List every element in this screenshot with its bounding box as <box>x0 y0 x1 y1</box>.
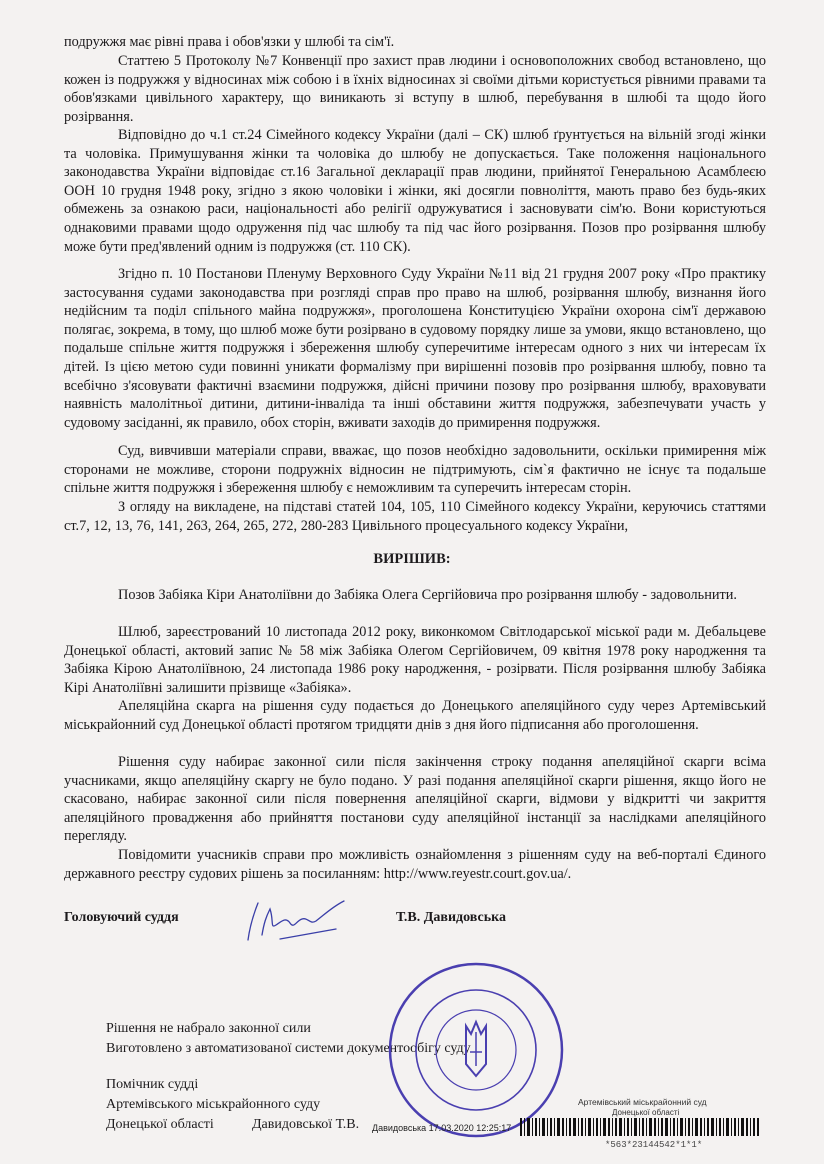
paragraph-intro: подружжя має рівні права і обов'язки у шлюбі та сім'ї. <box>64 34 395 50</box>
assistant-region: Донецької області <box>106 1117 214 1132</box>
paragraph-plenum: Згідно п. 10 Постанови Пленуму Верховного Суду України №11 від 21 грудня 2007 року «Про практику застосування судами законодавства при розгляді справ про право на шлюб, розірвання шлюбу, визнання його недійсним та поділ спільного майна подружжя», проголошена Конституцією України охорона сім'ї державою полягає, зокрема, в тому, що шлюб може бути розірвано в судовому порядку лише за умови, якщо встановлено, що подальше спільне життя подружжя і збереження шлюбу суперечитиме інтересам одного з них чи інтересам їх дітей. Із цією метою суди повинні уникати формалізму при вирішенні позовів про розірвання шлюбу, повно та всебічно з'ясовувати фактичні взаємини подружжя, дійсні причини позову про розірвання шлюбу, враховувати наявність малолітньої дитини, дитини-інваліда та інші обставини життя подружжя, забезпечувати участь у судовому засіданні, як правило, обох сторін, вживати заходів до примирення подружжя. <box>64 266 766 431</box>
presiding-judge-label: Головуючий суддя <box>64 910 179 925</box>
presiding-judge-name: Т.В. Давидовська <box>396 910 506 925</box>
document-barcode <box>520 1118 760 1136</box>
footer-court-region: Донецької області <box>612 1108 680 1117</box>
judge-signature <box>240 895 350 950</box>
footer-court-name: Артемівський міськрайонний суд <box>578 1097 707 1107</box>
paragraph-article24: Відповідно до ч.1 ст.24 Сімейного кодексу України (далі – СК) шлюб ґрунтується на вільній згоді жінки та чоловіка. Примушування жінки та чоловіка до шлюбу не допускається. Таке положення національного законодавства України відповідає ст.16 Загальної декларації прав людини, прийнятої Генеральною Асамблеєю ООН 10 грудня 1948 року, згідно з якою чоловіки і жінки, які досягли повноліття, мають право без будь-яких обмежень за ознакою раси, національності або релігії одружуватися і засновувати сім'ю. Вони користуються однаковими правами щодо одруження під час шлюбу та під час його розірвання. Позов про розірвання шлюбу може бути пред'явлений одним із подружжя (ст. 110 СК). <box>64 127 766 255</box>
assistant-name: Давидовської Т.В. <box>252 1117 360 1132</box>
assistant-court: Артемівського міськрайонного суду <box>106 1097 321 1112</box>
paragraph-protocol: Статтею 5 Протоколу №7 Конвенції про захист прав людини і основоположних свобод встановлено, що кожен із подружжя у відносинах між собою і в їхніх відносинах зі своїми дітьми користується рівними правами та обов'язками цивільного характеру, що виникають зі вступу в шлюб, перебування в шлюбі та щодо його розірвання. <box>64 53 766 125</box>
generated-note: Виготовлено з автоматизованої системи документообігу суду <box>106 1041 471 1056</box>
not-in-force-note: Рішення не набрало законної сили <box>106 1021 311 1036</box>
paragraph-court-findings: Суд, вивчивши матеріали справи, вважає, що позов необхідно задовольнити, оскільки примирення між сторонами не можливе, сторони подружніх відносин не підтримують, сім`я фактично не існує та подальше спільне життя подружжя і збереження шлюбу є неможливим та суперечить інтересам сторін. <box>64 443 766 497</box>
decision-effect: Рішення суду набирає законної сили після закінчення строку подання апеляційної скарги всіма учасниками, якщо апеляційну скаргу не було подано. У разі подання апеляційної скарги рішення, якщо його не скасовано, набирає законної сили після повернення апеляційної скарги, відмови у відкритті чи закриття апеляційного провадження або прийняття постанови суду апеляційної інстанції за наслідками апеляційного перегляду. <box>64 754 766 845</box>
footer-date-line: Давидовська 17.03.2020 12:25:17 <box>372 1123 512 1133</box>
decision-claim: Позов Забіяка Кіри Анатоліївни до Забіяка Олега Сергійовича про розірвання шлюбу - задовольнити. <box>118 587 737 603</box>
court-seal-stamp <box>386 960 566 1140</box>
decision-registry-notice: Повідомити учасників справи про можливість ознайомлення з рішенням суду на веб-порталі Єдиного державного реєстру судових рішень за посиланням: http://www.reyestr.court.gov.ua/. <box>64 847 766 882</box>
assistant-title: Помічник судді <box>106 1077 199 1092</box>
decision-appeal: Апеляційна скарга на рішення суду подається до Донецького апеляційного суду через Артемівський міськрайонний суд Донецької області протягом тридцяти днів з дня його підписання або проголошення. <box>64 698 766 733</box>
barcode-number: *563*23144542*1*1* <box>605 1140 703 1150</box>
paragraph-legal-basis: З огляду на викладене, на підставі статей 104, 105, 110 Сімейного кодексу України, керуючись статтями ст.7, 12, 13, 76, 141, 263, 264, 265, 272, 280-283 Цивільного процесуального кодексу України, <box>64 499 766 534</box>
decision-divorce: Шлюб, зареєстрований 10 листопада 2012 року, виконкомом Світлодарської міської ради м. Дебальцеве Донецької області, актовий запис № 58 між Забіяка Олегом Сергійовичем, 09 квітня 1978 року народження та Забіяка Кірою Анатоліївною, 24 листопада 1986 року народження, - розірвати. Після розірвання шлюбу Забіяка Кірі Анатоліївні залишити прізвище «Забіяка». <box>64 624 766 696</box>
decision-heading: ВИРІШИВ: <box>373 551 451 567</box>
